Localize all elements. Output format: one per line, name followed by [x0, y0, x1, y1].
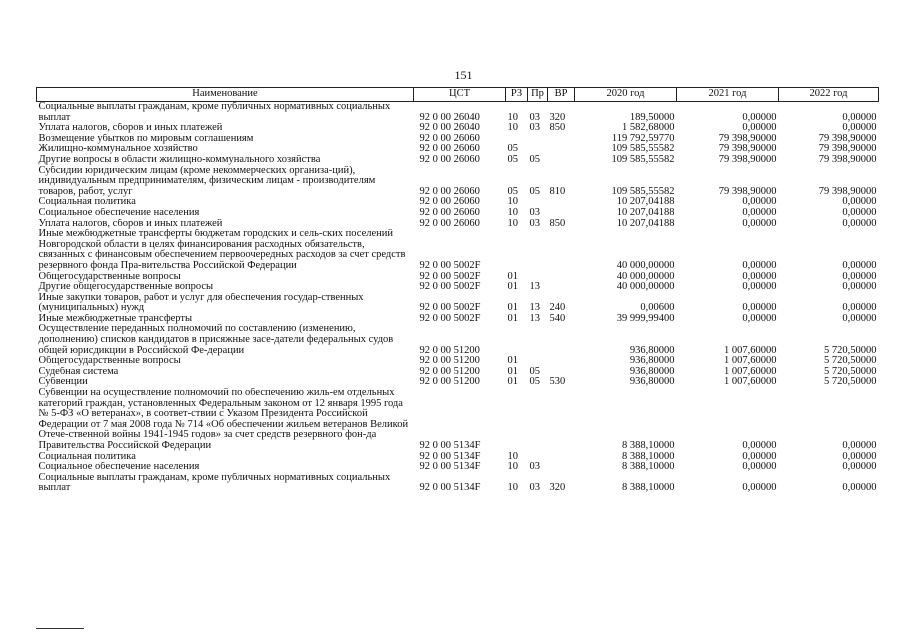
cell-pr: 13 — [529, 282, 540, 293]
cell-2022: 0,00000 — [842, 218, 877, 229]
cell-cst: 92 0 00 26060 — [419, 133, 480, 144]
cell-2020: 936,80000 — [629, 344, 675, 356]
cell-name: Субсидии юридическим лицам (кроме некоммерческих организа-ций), индивидуальным предпринимателям, физическим лицам - производителям товаров, работ, услуг — [38, 165, 376, 197]
cell-name: Уплата налогов, сборов и иных платежей — [38, 123, 223, 134]
cell-pr: 05 — [529, 185, 540, 197]
cell-cst: 92 0 00 26060 — [419, 185, 480, 197]
table-row — [37, 473, 879, 494]
cell-cst: 92 0 00 51200 — [419, 356, 480, 367]
cell-vr: 850 — [549, 123, 566, 134]
table-row — [37, 462, 879, 473]
cell-rz: 01 — [507, 313, 518, 324]
cell-vr: 240 — [549, 302, 566, 314]
cell-rz: 10 — [507, 462, 518, 473]
table-row — [37, 367, 879, 378]
table-body — [37, 102, 879, 494]
cell-2020: 8 388,10000 — [622, 462, 675, 473]
cell-2021: 79 398,90000 — [718, 144, 777, 155]
cell-2021: 1 007,60000 — [724, 366, 777, 377]
cell-name: Уплата налогов, сборов и иных платежей — [38, 218, 223, 229]
cell-name: Социальные выплаты гражданам, кроме публичных нормативных социальных выплат — [38, 472, 391, 494]
cell-vr: 320 — [549, 482, 566, 494]
cell-2020: 40 000,00000 — [616, 271, 675, 282]
cell-2022: 0,00000 — [842, 282, 877, 293]
cell-pr — [528, 144, 548, 155]
cell-pr: 13 — [529, 302, 540, 314]
cell-pr — [528, 134, 548, 145]
cell-2022: 0,00000 — [842, 313, 877, 324]
cell-pr: 03 — [529, 123, 540, 134]
cell-rz — [506, 134, 528, 145]
table-row — [37, 219, 879, 230]
cell-rz: 10 — [507, 123, 518, 134]
header-cst: ЦСТ — [414, 88, 506, 102]
cell-rz: 01 — [507, 366, 518, 377]
cell-vr — [548, 144, 575, 155]
cell-2021: 0,00000 — [742, 207, 777, 218]
cell-cst: 92 0 00 5002F — [419, 282, 481, 293]
cell-2021: 1 007,60000 — [724, 377, 777, 388]
footer-rule — [36, 628, 84, 629]
cell-name: Общегосударственные вопросы — [38, 271, 181, 282]
cell-vr — [548, 197, 575, 208]
cell-2021: 0,00000 — [742, 462, 777, 473]
cell-pr: 13 — [529, 313, 540, 324]
cell-rz: 10 — [507, 482, 518, 494]
cell-pr — [528, 452, 548, 463]
cell-cst: 92 0 00 26060 — [419, 207, 480, 218]
cell-2020: 8 388,10000 — [622, 440, 675, 451]
table-row — [37, 293, 879, 314]
cell-rz: 01 — [507, 271, 518, 282]
cell-vr — [548, 452, 575, 463]
cell-pr: 05 — [529, 366, 540, 377]
cell-2020: 10 207,04188 — [616, 218, 675, 229]
cell-2021: 0,00000 — [742, 282, 777, 293]
cell-cst: 92 0 00 51200 — [419, 366, 480, 377]
table-row — [37, 452, 879, 463]
budget-table — [36, 87, 879, 494]
cell-2020: 1 582,68000 — [622, 123, 675, 134]
cell-pr — [528, 356, 548, 367]
cell-vr: 810 — [549, 185, 566, 197]
cell-pr: 03 — [529, 207, 540, 218]
cell-rz: 05 — [507, 144, 518, 155]
cell-2022: 0,00000 — [842, 302, 877, 314]
cell-2020: 109 585,55582 — [611, 144, 675, 155]
cell-2021: 0,00000 — [742, 451, 777, 462]
cell-rz: 01 — [507, 282, 518, 293]
cell-vr: 850 — [549, 218, 566, 229]
cell-pr: 05 — [529, 377, 540, 388]
table-row — [37, 123, 879, 134]
cell-name: Иные межбюджетные трансферты — [38, 313, 193, 324]
cell-rz: 05 — [507, 154, 518, 165]
cell-pr: 03 — [529, 111, 540, 123]
cell-vr — [548, 134, 575, 145]
cell-vr: 320 — [549, 111, 566, 123]
cell-2021: 0,00000 — [742, 482, 777, 494]
cell-2021: 0,00000 — [742, 302, 777, 314]
cell-2022: 0,00000 — [842, 197, 877, 208]
cell-vr — [548, 229, 575, 271]
cell-rz: 10 — [507, 197, 518, 208]
cell-2022: 79 398,90000 — [818, 144, 877, 155]
cell-2022: 5 720,50000 — [824, 366, 877, 377]
cell-2021: 0,00000 — [742, 218, 777, 229]
header-vr: ВР — [548, 88, 575, 102]
header-row — [37, 88, 879, 102]
cell-2020: 109 585,55582 — [611, 154, 675, 165]
table-row — [37, 272, 879, 283]
cell-cst: 92 0 00 26060 — [419, 144, 480, 155]
cell-rz: 10 — [507, 218, 518, 229]
table-row — [37, 324, 879, 356]
table-row — [37, 314, 879, 325]
cell-name: Социальное обеспечение населения — [38, 462, 200, 473]
cell-vr — [548, 462, 575, 473]
cell-2020: 8 388,10000 — [622, 482, 675, 494]
cell-cst: 92 0 00 5134F — [419, 451, 481, 462]
cell-2020: 39 999,99400 — [616, 313, 675, 324]
cell-2021: 0,00000 — [742, 197, 777, 208]
cell-cst: 92 0 00 5002F — [419, 259, 481, 271]
cell-pr — [528, 197, 548, 208]
table-row — [37, 388, 879, 452]
cell-name: Иные закупки товаров, работ и услуг для обеспечения государ-ственных (муниципальных) нужд — [38, 292, 364, 314]
cell-2020: 10 207,04188 — [616, 197, 675, 208]
cell-2020: 8 388,10000 — [622, 451, 675, 462]
cell-2022: 5 720,50000 — [824, 356, 877, 367]
cell-rz: 10 — [507, 451, 518, 462]
cell-vr — [548, 155, 575, 166]
cell-cst: 92 0 00 51200 — [419, 344, 480, 356]
cell-rz — [506, 229, 528, 271]
cell-name: Осуществление переданных полномочий по составлению (изменению, дополнению) списков кандидатов в присяжные засе-датели федеральных судов общей юрисдикции в Российской Фе-дерации — [38, 324, 394, 356]
cell-cst: 92 0 00 5134F — [419, 482, 481, 494]
table-row — [37, 144, 879, 155]
cell-2020: 10 207,04188 — [616, 207, 675, 218]
cell-2020: 109 585,55582 — [611, 185, 675, 197]
cell-name: Жилищно-коммунальное хозяйство — [38, 144, 198, 155]
table-row — [37, 282, 879, 293]
cell-pr — [528, 229, 548, 271]
cell-name: Возмещение убытков по мировым соглашениям — [38, 133, 254, 144]
cell-2021: 1 007,60000 — [724, 344, 777, 356]
header-2022: 2022 год — [779, 88, 879, 102]
cell-rz: 10 — [507, 207, 518, 218]
cell-name: Социальная политика — [38, 451, 136, 462]
table-row — [37, 356, 879, 367]
cell-rz — [506, 324, 528, 356]
cell-name: Общегосударственные вопросы — [38, 356, 181, 367]
cell-rz: 01 — [507, 377, 518, 388]
cell-2022: 79 398,90000 — [818, 133, 877, 144]
cell-cst: 92 0 00 26040 — [419, 111, 480, 123]
header-rz: РЗ — [506, 88, 528, 102]
table-row — [37, 102, 879, 124]
cell-name: Судебная система — [38, 366, 119, 377]
cell-vr: 540 — [549, 313, 566, 324]
cell-2022: 5 720,50000 — [824, 344, 877, 356]
cell-2021: 79 398,90000 — [718, 154, 777, 165]
cell-vr: 530 — [549, 377, 566, 388]
cell-name: Иные межбюджетные трансферты бюджетам городских и сель-ских поселений Новгородской области в целях финансирования расходных обязательств, связанных с финансовым обеспечением первоочередных расходов за счет средств резервного фонда Пра-вительства Российской Федерации — [38, 229, 406, 271]
header-2021: 2021 год — [677, 88, 779, 102]
cell-pr — [528, 388, 548, 452]
cell-2020: 40 000,00000 — [616, 282, 675, 293]
cell-cst: 92 0 00 5002F — [419, 302, 481, 314]
cell-name: Субвенции — [38, 377, 88, 388]
table-row — [37, 229, 879, 271]
cell-vr — [548, 272, 575, 283]
cell-2021: 0,00000 — [742, 123, 777, 134]
cell-2022: 0,00000 — [842, 440, 877, 451]
cell-pr — [528, 324, 548, 356]
cell-vr — [548, 388, 575, 452]
table-row — [37, 208, 879, 219]
cell-cst: 92 0 00 26060 — [419, 154, 480, 165]
cell-2021: 0,00000 — [742, 259, 777, 271]
cell-cst: 92 0 00 51200 — [419, 377, 480, 388]
cell-2020: 189,50000 — [629, 111, 675, 123]
cell-name: Социальные выплаты гражданам, кроме публичных нормативных социальных выплат — [38, 101, 391, 123]
cell-2020: 936,80000 — [629, 356, 675, 367]
cell-2021: 0,00000 — [742, 313, 777, 324]
cell-2022: 0,00000 — [842, 111, 877, 123]
table-row — [37, 134, 879, 145]
cell-name: Социальная политика — [38, 197, 136, 208]
cell-2022: 0,00000 — [842, 451, 877, 462]
cell-cst: 92 0 00 26040 — [419, 123, 480, 134]
cell-name: Другие общегосударственные вопросы — [38, 282, 214, 293]
cell-2020: 0,00600 — [640, 302, 675, 314]
cell-2020: 936,80000 — [629, 377, 675, 388]
cell-rz: 05 — [507, 185, 518, 197]
cell-vr — [548, 356, 575, 367]
cell-rz — [506, 388, 528, 452]
cell-2021: 79 398,90000 — [718, 185, 777, 197]
cell-2022: 0,00000 — [842, 462, 877, 473]
cell-vr — [548, 367, 575, 378]
cell-2022: 79 398,90000 — [818, 185, 877, 197]
cell-pr: 05 — [529, 154, 540, 165]
cell-cst: 92 0 00 5134F — [419, 440, 481, 451]
cell-rz: 01 — [507, 302, 518, 314]
cell-2021: 0,00000 — [742, 111, 777, 123]
cell-rz: 01 — [507, 356, 518, 367]
cell-2021: 0,00000 — [742, 271, 777, 282]
cell-vr — [548, 324, 575, 356]
header-name: Наименование — [37, 88, 414, 102]
cell-2020: 40 000,00000 — [616, 259, 675, 271]
cell-pr — [528, 272, 548, 283]
cell-name: Другие вопросы в области жилищно-коммунального хозяйства — [38, 154, 321, 165]
cell-2020: 119 792,59770 — [611, 133, 675, 144]
cell-2022: 79 398,90000 — [818, 154, 877, 165]
cell-cst: 92 0 00 5002F — [419, 313, 481, 324]
cell-2020: 936,80000 — [629, 366, 675, 377]
cell-2022: 5 720,50000 — [824, 377, 877, 388]
header-pr: Пр — [528, 88, 548, 102]
table-row — [37, 197, 879, 208]
table-row — [37, 155, 879, 166]
cell-cst: 92 0 00 5002F — [419, 271, 481, 282]
cell-vr — [548, 208, 575, 219]
cell-name: Социальное обеспечение населения — [38, 207, 200, 218]
cell-2021: 1 007,60000 — [724, 356, 777, 367]
cell-cst: 92 0 00 5134F — [419, 462, 481, 473]
cell-2021: 79 398,90000 — [718, 133, 777, 144]
cell-pr: 03 — [529, 462, 540, 473]
cell-vr — [548, 282, 575, 293]
cell-pr: 03 — [529, 218, 540, 229]
cell-cst: 92 0 00 26060 — [419, 218, 480, 229]
header-2020: 2020 год — [575, 88, 677, 102]
cell-2022: 0,00000 — [842, 271, 877, 282]
cell-name: Субвенции на осуществление полномочий по обеспечению жиль-ем отдельных категорий граждан, установленных Федеральным законом от 12 января 1995 года № 5-ФЗ «О ветеранах», в соответ-ствии с Указом Президента Российской Федерации от 7 мая 2008 года № 714 «Об обеспечении жильем ветеранов Великой Отече-ственной войны 1941-1945 годов» за счет средств резервного фон-да Правительства Российской Федерации — [38, 388, 409, 451]
cell-pr: 03 — [529, 482, 540, 494]
cell-2022: 0,00000 — [842, 123, 877, 134]
cell-cst: 92 0 00 26060 — [419, 197, 480, 208]
table-row — [37, 377, 879, 388]
cell-2022: 0,00000 — [842, 207, 877, 218]
cell-2022: 0,00000 — [842, 259, 877, 271]
table-row — [37, 166, 879, 198]
page-number: 151 — [454, 68, 473, 82]
cell-rz: 10 — [507, 111, 518, 123]
cell-2021: 0,00000 — [742, 440, 777, 451]
cell-2022: 0,00000 — [842, 482, 877, 494]
